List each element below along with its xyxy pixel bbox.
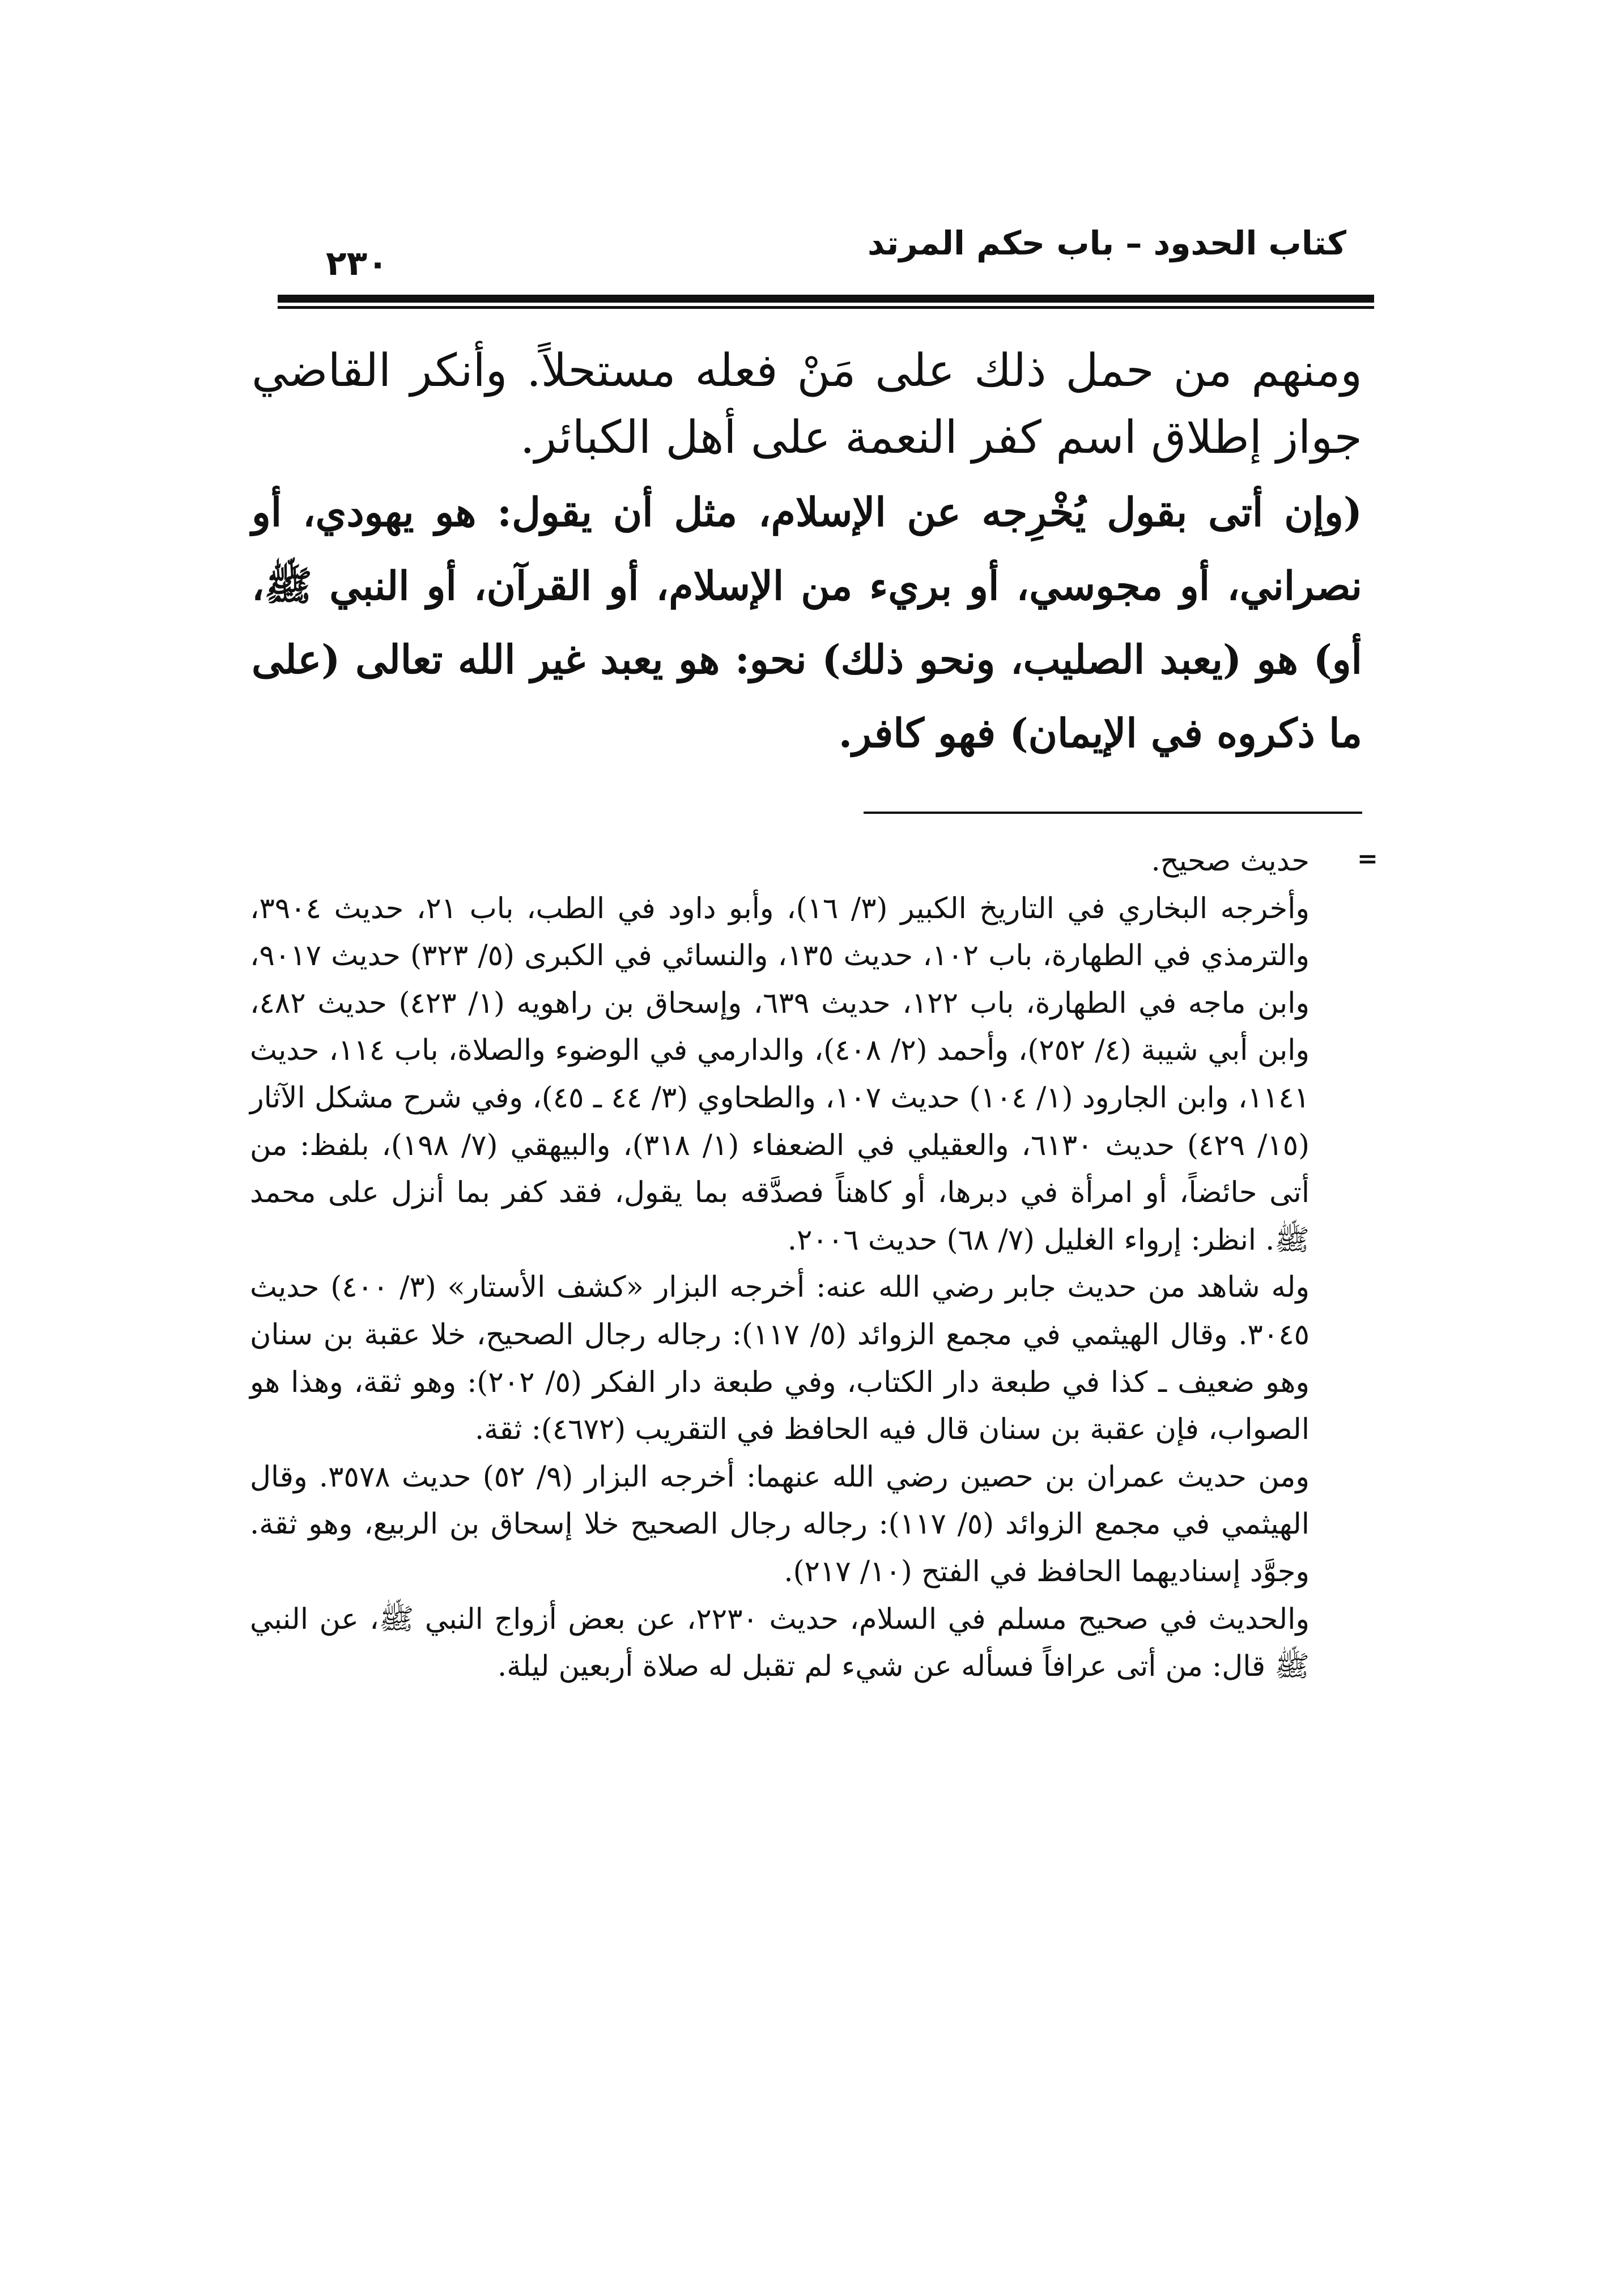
header-rule-thin [278, 306, 1374, 309]
footnote-line: وأخرجه البخاري في التاريخ الكبير (٣/ ١٦)، وأبو داود في الطب، باب ٢١، حديث ٣٩٠٤، والترمذي في الطهارة، باب ١٠٢، حديث ١٣٥، والنسائي في الكبرى (٥/ ٣٢٣) حديث ٩٠١٧، وابن ماجه في الطهارة، باب ١٢٢، حديث ٦٣٩، وإسحاق بن راهويه (١/ ٤٢٣) حديث ٤٨٢، وابن أبي شيبة (٤/ ٢٥٢)، وأحمد (٢/ ٤٠٨)، والدارمي في الوضوء والصلاة، باب ١١٤، حديث ١١٤١، وابن الجارود (١/ ١٠٤) حديث ١٠٧، والطحاوي (٣/ ٤٤ ـ ٤٥)، وفي شرح مشكل الآثار (١٥/ ٤٢٩) حديث ٦١٣٠، والعقيلي في الضعفاء (١/ ٣١٨)، والبيهقي (٧/ ١٩٨)، بلفظ: من أتى حائضاً، أو امرأة في دبرها، أو كاهناً فصدَّقه بما يقول، فقد كفر بما أنزل على محمد ﷺ. انظر: إرواء الغليل (٧/ ٦٨) حديث ٢٠٠٦. [250, 891, 1310, 1257]
footnote-line: حديث صحيح. [1151, 844, 1310, 878]
main-paragraph: ومنهم من حمل ذلك على مَنْ فعله مستحلاً. وأنكر القاضي جواز إطلاق اسم كفر النعمة على أهل الكبائر. [252, 344, 1363, 464]
footnote-line: ومن حديث عمران بن حصين رضي الله عنهما: أخرجه البزار (٩/ ٥٢) حديث ٣٥٧٨. وقال الهيثمي في مجمع الزوائد (٥/ ١١٧): رجاله رجال الصحيح خلا إسحاق بن الربيع، وهو ثقة. وجوَّد إسناديهما الحافظ في الفتح (١٠/ ٢١٧). [250, 1460, 1310, 1589]
footnotes-block [250, 838, 1310, 1691]
footnote-line: وله شاهد من حديث جابر رضي الله عنه: أخرجه البزار «كشف الأستار» (٣/ ٤٠٠) حديث ٣٠٤٥. وقال الهيثمي في مجمع الزوائد (٥/ ١١٧): رجاله رجال الصحيح، خلا عقبة بن سنان وهو ضعيف ـ كذا في طبعة دار الكتاب، وفي طبعة دار الفكر (٥/ ٢٠٢): وهو ثقة، وهذا هو الصواب، فإن عقبة بن سنان قال فيه الحافظ في التقريب (٤٦٧٢): ثقة. [250, 1271, 1310, 1447]
footnote-continuation-marker: = [1357, 844, 1378, 873]
main-text-block [252, 337, 1362, 770]
footnote-separator [864, 812, 1362, 814]
page-number: ٢٣٠ [326, 244, 388, 283]
running-header-title: كتاب الحدود – باب حكم المرتد [868, 224, 1346, 262]
footnote-line: والحديث في صحيح مسلم في السلام، حديث ٢٢٣٠، عن بعض أزواج النبي ﷺ، عن النبي ﷺ قال: من أتى عرافاً فسأله عن شيء لم تقبل له صلاة أربعين ليلة. [250, 1602, 1310, 1684]
main-paragraph-bold: (وإن أتى بقول يُخْرِجه عن الإسلام، مثل أن يقول: هو يهودي، أو نصراني، أو مجوسي، أو بريء من الإسلام، أو القرآن، أو النبي ﷺ، أو) هو (يعبد الصليب، ونحو ذلك) نحو: هو يعبد غير الله تعالى (على ما ذكروه في الإيمان) فهو كافر. [252, 489, 1362, 757]
header-rule-thick [278, 295, 1374, 303]
